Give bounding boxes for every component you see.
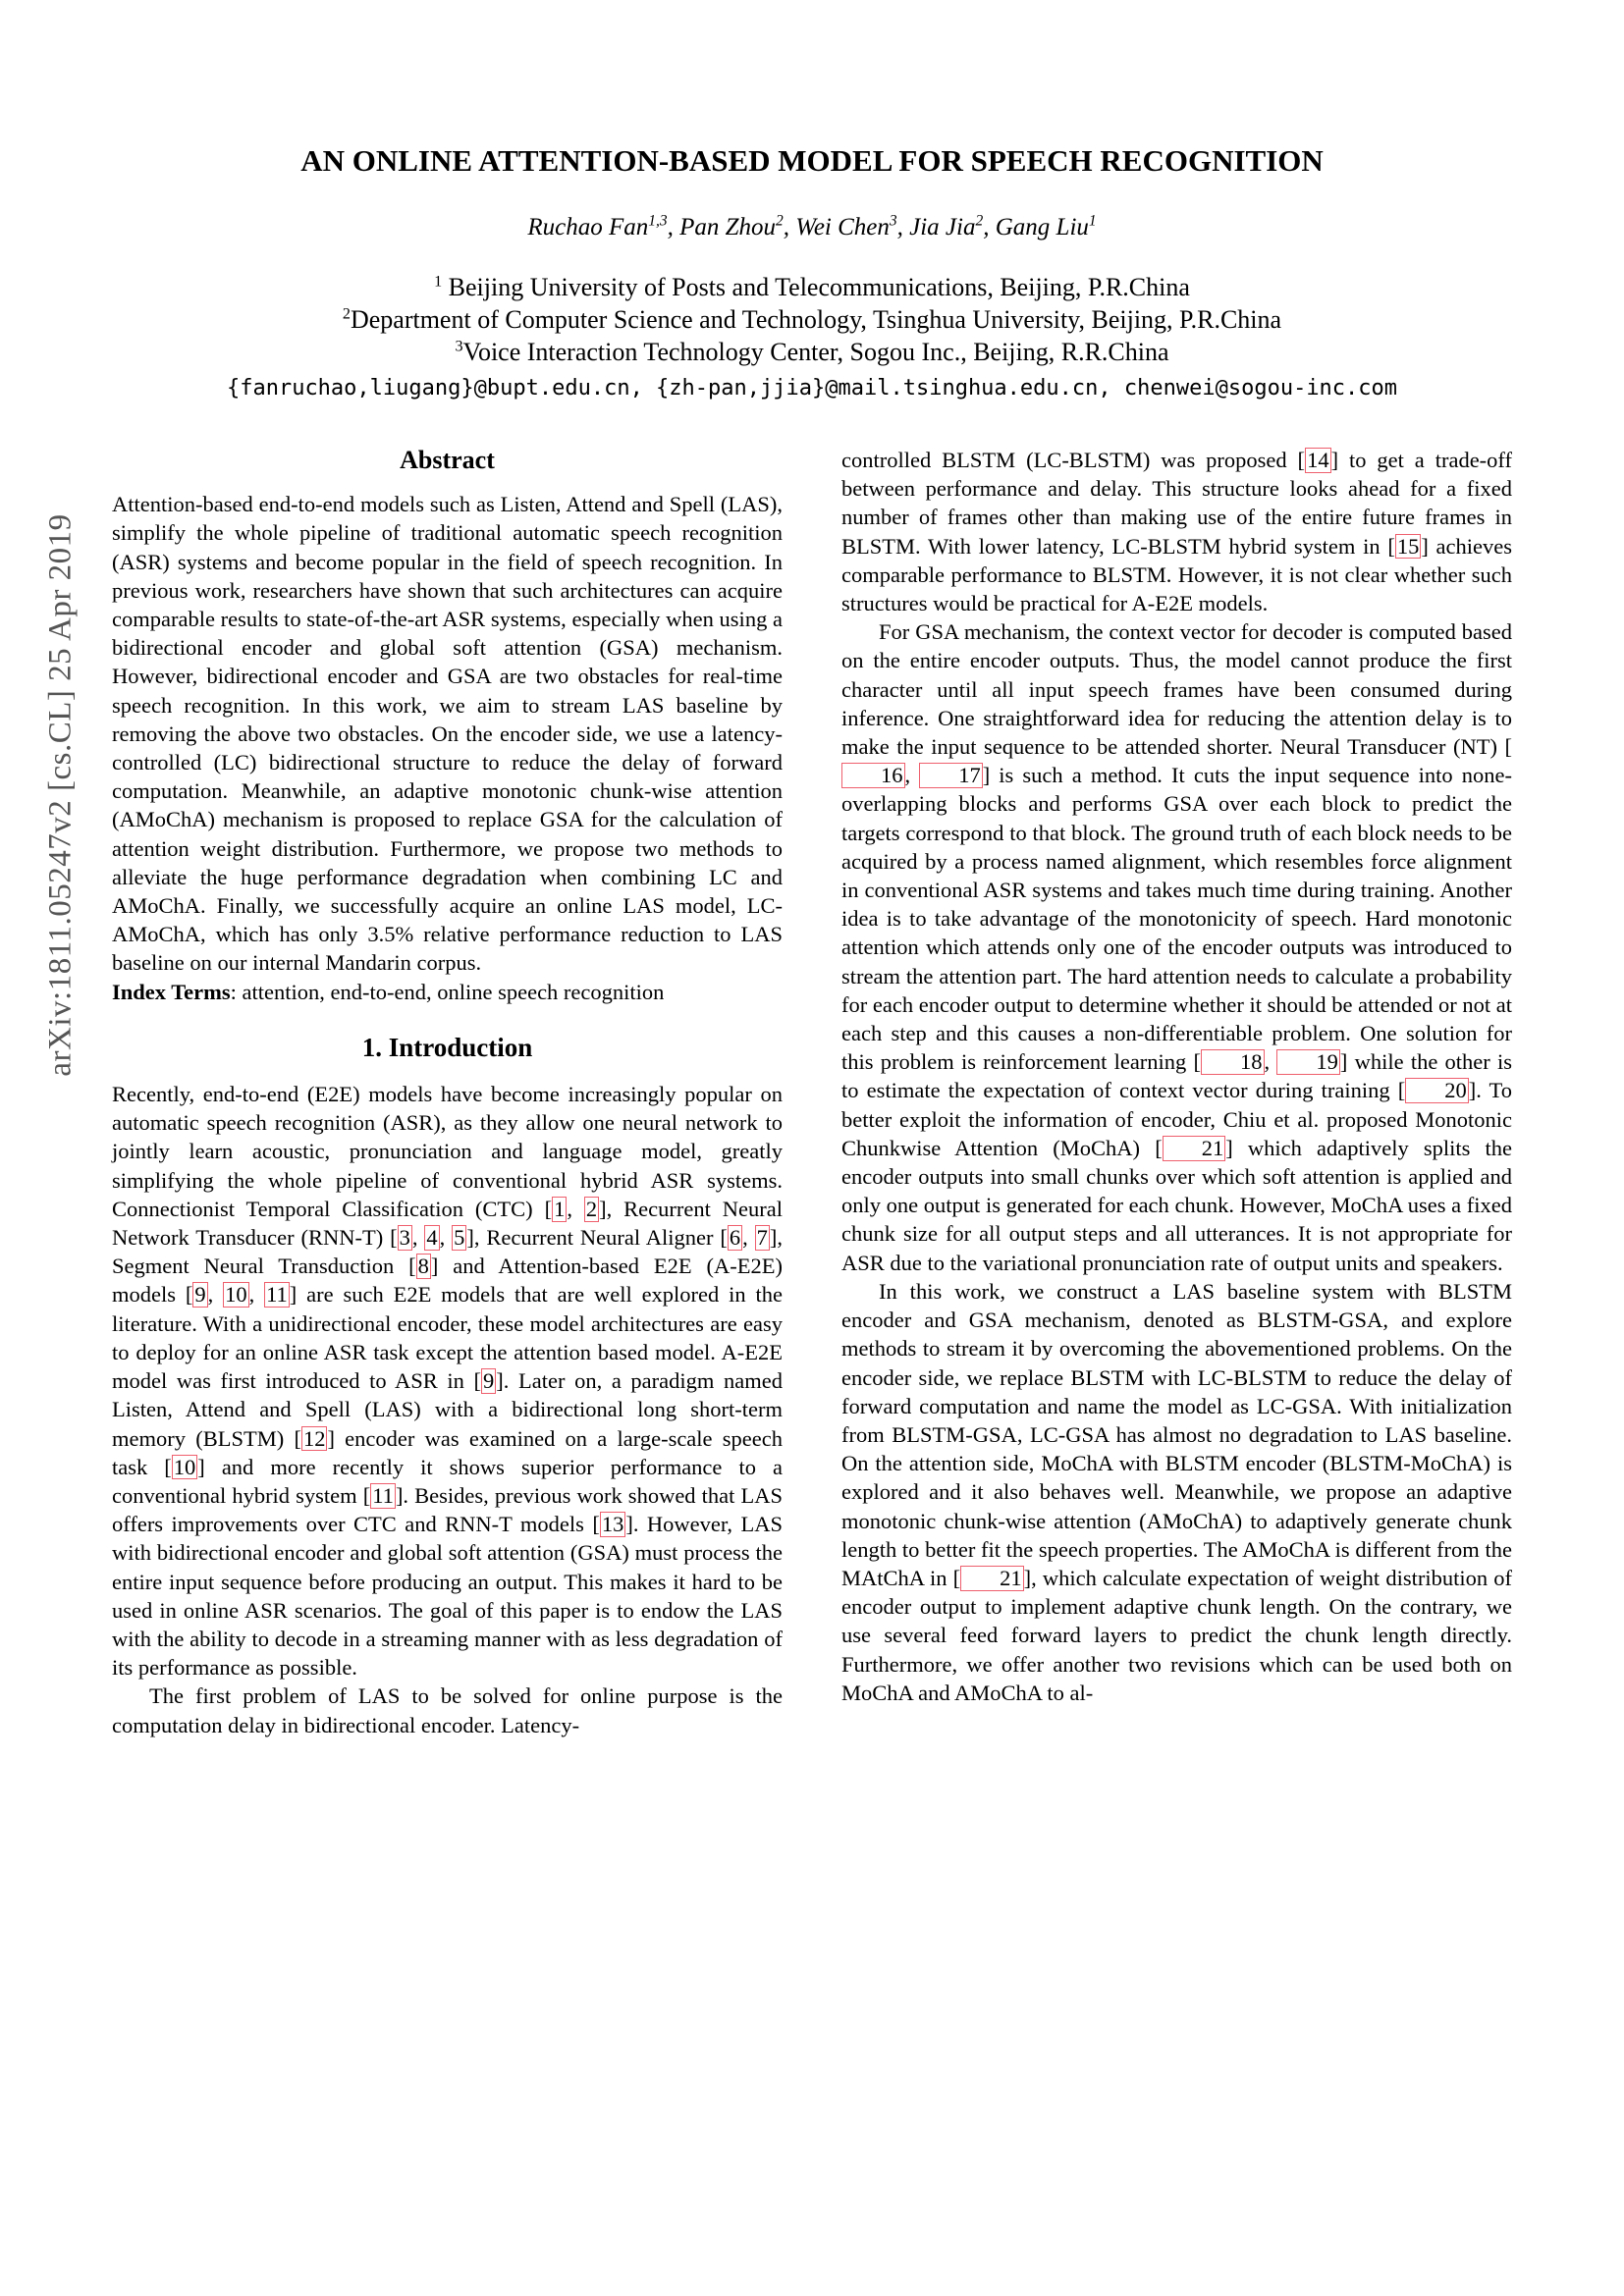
introduction-body-continued <box>841 446 1512 1707</box>
author-name: Gang Liu$^1$ <box>995 212 1097 240</box>
paragraph: The first problem of LAS to be solved for online purpose is the computation delay in bidirectional encoder. Latency- <box>112 1683 783 1737</box>
two-column-body <box>112 446 1512 1739</box>
citation-link[interactable]: 17 <box>919 763 983 788</box>
citation-link[interactable]: 13 <box>601 1512 624 1537</box>
citation-link[interactable]: 12 <box>302 1425 326 1451</box>
section-heading-introduction: 1. Introduction <box>361 1032 533 1062</box>
citation-link[interactable]: 16 <box>841 763 905 788</box>
citation-link[interactable]: 9 <box>483 1368 495 1394</box>
citation-link[interactable]: 15 <box>1396 533 1420 559</box>
affiliation-line: $^3$Voice Interaction Technology Center, Sogou Inc., Beijing, R.R.China <box>455 338 1169 366</box>
citation-link[interactable]: 1 <box>554 1196 566 1221</box>
citation-link[interactable]: 10 <box>173 1454 196 1479</box>
affiliation-line: $^2$Department of Computer Science and Technology, Tsinghua University, Beijing, P.R.China <box>342 305 1282 334</box>
author-name: Jia Jia$^2$ <box>909 212 984 240</box>
citation-link[interactable]: 7 <box>756 1225 768 1251</box>
citation-link[interactable]: 21 <box>1163 1136 1226 1161</box>
index-terms-text: : attention, end-to-end, online speech recognition <box>230 979 665 1004</box>
citation-link[interactable]: 9 <box>194 1282 206 1308</box>
paper-header <box>112 143 1512 400</box>
introduction-body <box>112 1080 783 1739</box>
index-terms-line <box>112 978 783 1006</box>
abstract-heading: Abstract <box>400 446 495 474</box>
abstract-body <box>112 490 783 977</box>
affiliations-block <box>112 271 1512 368</box>
paragraph: For GSA mechanism, the context vector for decoder is computed based on the entire encoder outputs. Thus, the model cannot produce the first character until all input speech frames have been consumed during inference. One straightforward idea for reducing the attention delay is to make the input sequence to be attended shorter. Neural Transducer (NT) [16, 17] is such a method. It cuts the input sequence into none-overlapping blocks and performs GSA over each block to predict the targets correspond to that block. The ground truth of each block needs to be acquired by a process named alignment, which resembles force alignment in conventional ASR systems and takes much time during training. Another idea is to take advantage of the monotonicity of speech. Hard monotonic attention which attends only one of the encoder outputs was introduced to stream the attention part. The hard attention needs to calculate a probability for each encoder output to determine whether it should be attended or not at each step and this causes a non-differentiable problem. One solution for this problem is reinforcement learning [ 18, 19] while the other is to estimate the expectation of context vector during training [ 20]. To better exploit the information of encoder, Chiu et al. proposed Monotonic Chunkwise Attention (MoChA) [ 21] which adaptively splits the encoder outputs into small chunks over which soft attention is applied and only one output is generated for each chunk. However, MoChA uses a fixed chunk size for all output steps and all utterances. It is not appropriate for ASR due to the variational pronunciation rate of output units and speakers. <box>841 619 1513 1275</box>
author-name: Wei Chen$^3$ <box>795 212 897 240</box>
arxiv-watermark: arXiv:1811.05247v2 [cs.CL] 25 Apr 2019 <box>42 513 79 1077</box>
left-column <box>112 446 783 1739</box>
citation-link[interactable]: 18 <box>1201 1049 1265 1075</box>
citation-link[interactable]: 19 <box>1276 1049 1340 1075</box>
citation-link[interactable]: 11 <box>372 1482 394 1508</box>
author-name: Pan Zhou$^2$ <box>679 212 784 240</box>
citation-link[interactable]: 14 <box>1307 448 1329 472</box>
citation-link[interactable]: 3 <box>399 1225 410 1251</box>
paper-title: AN ONLINE ATTENTION-BASED MODEL FOR SPEECH RECOGNITION <box>300 143 1324 178</box>
author-name: Ruchao Fan$^{1,3}$ <box>527 212 668 240</box>
paragraph: In this work, we construct a LAS baseline system with BLSTM encoder and GSA mechanism, denoted as BLSTM-GSA, and explore methods to stream it by overcoming the abovementioned problems. On the encoder side, we replace BLSTM with LC-BLSTM to reduce the delay of forward computation and name the model as LC-GSA. With initialization from BLSTM-GSA, LC-GSA has almost no degradation to LAS baseline. On the attention side, MoChA with BLSTM encoder (BLSTM-MoChA) is explored and it also behaves well. Meanwhile, we propose an adaptive monotonic chunk-wise attention (AMoChA) to adaptively generate chunk length to better fit the speech properties. The AMoChA is different from the MAtChA in [ 21], which calculate expectation of weight distribution of encoder output to implement adaptive chunk length. On the contrary, we use several feed forward layers to predict the chunk length directly. Furthermore, we offer another two revisions which can be used both on MoChA and AMoChA to al- <box>841 1278 1513 1705</box>
citation-link[interactable]: 20 <box>1405 1078 1469 1103</box>
authors-line: Ruchao Fan$^{1,3}$, Pan Zhou$^2$, Wei Chen$^3$, Jia Jia$^2$, Gang Liu$^1$ <box>527 212 1097 240</box>
citation-link[interactable]: 6 <box>729 1225 741 1251</box>
citation-link[interactable]: 8 <box>417 1254 429 1279</box>
citation-link[interactable]: 5 <box>454 1225 465 1251</box>
affiliation-line: $^1$ Beijing University of Posts and Telecommunications, Beijing, P.R.China <box>434 273 1190 301</box>
citation-link[interactable]: 10 <box>225 1282 247 1308</box>
paragraph: Recently, end-to-end (E2E) models have become increasingly popular on automatic speech recognition (ASR), as they allow one neural network to jointly learn acoustic, pronunciation and language model, greatly simplifying the whole pipeline of conventional hybrid ASR systems. Connectionist Temporal Classification (CTC) [1, 2], Recurrent Neural Network Transducer (RNN-T) [3, 4, 5], Recurrent Neural Aligner [6, 7], Segment Neural Transduction [8] and Attention-based E2E (A-E2E) models [9, 10, 11] are such E2E models that are well explored in the literature. With a unidirectional encoder, these model architectures are easy to deploy for an online ASR task except the attention based model. A-E2E model was first introduced to ASR in [9]. Later on, a paradigm named Listen, Attend and Spell (LAS) with a bidirectional long short-term memory (BLSTM) [12] encoder was examined on a large-scale speech task [10] and more recently it shows superior performance to a conventional hybrid system [11]. Besides, previous work showed that LAS offers improvements over CTC and RNN-T models [13]. However, LAS with bidirectional encoder and global soft attention (GSA) must process the entire input sequence before producing an output. This makes it hard to be used in online ASR scenarios. The goal of this paper is to endow the LAS with the ability to decode in a streaming manner with as less degradation of its performance as possible. <box>112 1082 784 1681</box>
paragraph: controlled BLSTM (LC-BLSTM) was proposed [14] to get a trade-off between performance and delay. This structure looks ahead for a fixed number of frames other than making use of the entire future frames in BLSTM. With lower latency, LC-BLSTM hybrid system in [15] achieves comparable performance to BLSTM. However, it is not clear whether such structures would be practical for A-E2E models. <box>841 448 1512 616</box>
paragraph: Attention-based end-to-end models such as Listen, Attend and Spell (LAS), simplify the whole pipeline of traditional automatic speech recognition (ASR) systems and become popular in the field of speech recognition. In previous work, researchers have shown that such architectures can acquire comparable results to state-of-the-art ASR systems, especially when using a bidirectional encoder and global soft attention (GSA) mechanism. However, bidirectional encoder and GSA are two obstacles for real-time speech recognition. In this work, we aim to stream LAS baseline by removing the above two obstacles. On the encoder side, we use a latency-controlled (LC) bidirectional structure to reduce the delay of forward computation. Meanwhile, an adaptive monotonic chunk-wise attention (AMoChA) mechanism is proposed to replace GSA for the calculation of attention weight distribution. Furthermore, we propose two methods to alleviate the huge performance degradation when combining LC and AMoChA. Finally, we successfully acquire an online LAS model, LC-AMoChA, which has only 3.5% relative performance reduction to LAS baseline on our internal Mandarin corpus. <box>112 492 783 976</box>
citation-link[interactable]: 2 <box>585 1196 598 1221</box>
emails-line: {fanruchao,liugang}@bupt.edu.cn, {zh-pan,jjia}@mail.tsinghua.edu.cn, chenwei@sogou-inc.com <box>226 376 1398 400</box>
citation-link[interactable]: 11 <box>266 1282 288 1308</box>
citation-link[interactable]: 21 <box>960 1566 1024 1591</box>
citation-link[interactable]: 4 <box>426 1225 438 1251</box>
index-terms-label: Index Terms <box>112 979 231 1004</box>
right-column <box>841 446 1512 1739</box>
